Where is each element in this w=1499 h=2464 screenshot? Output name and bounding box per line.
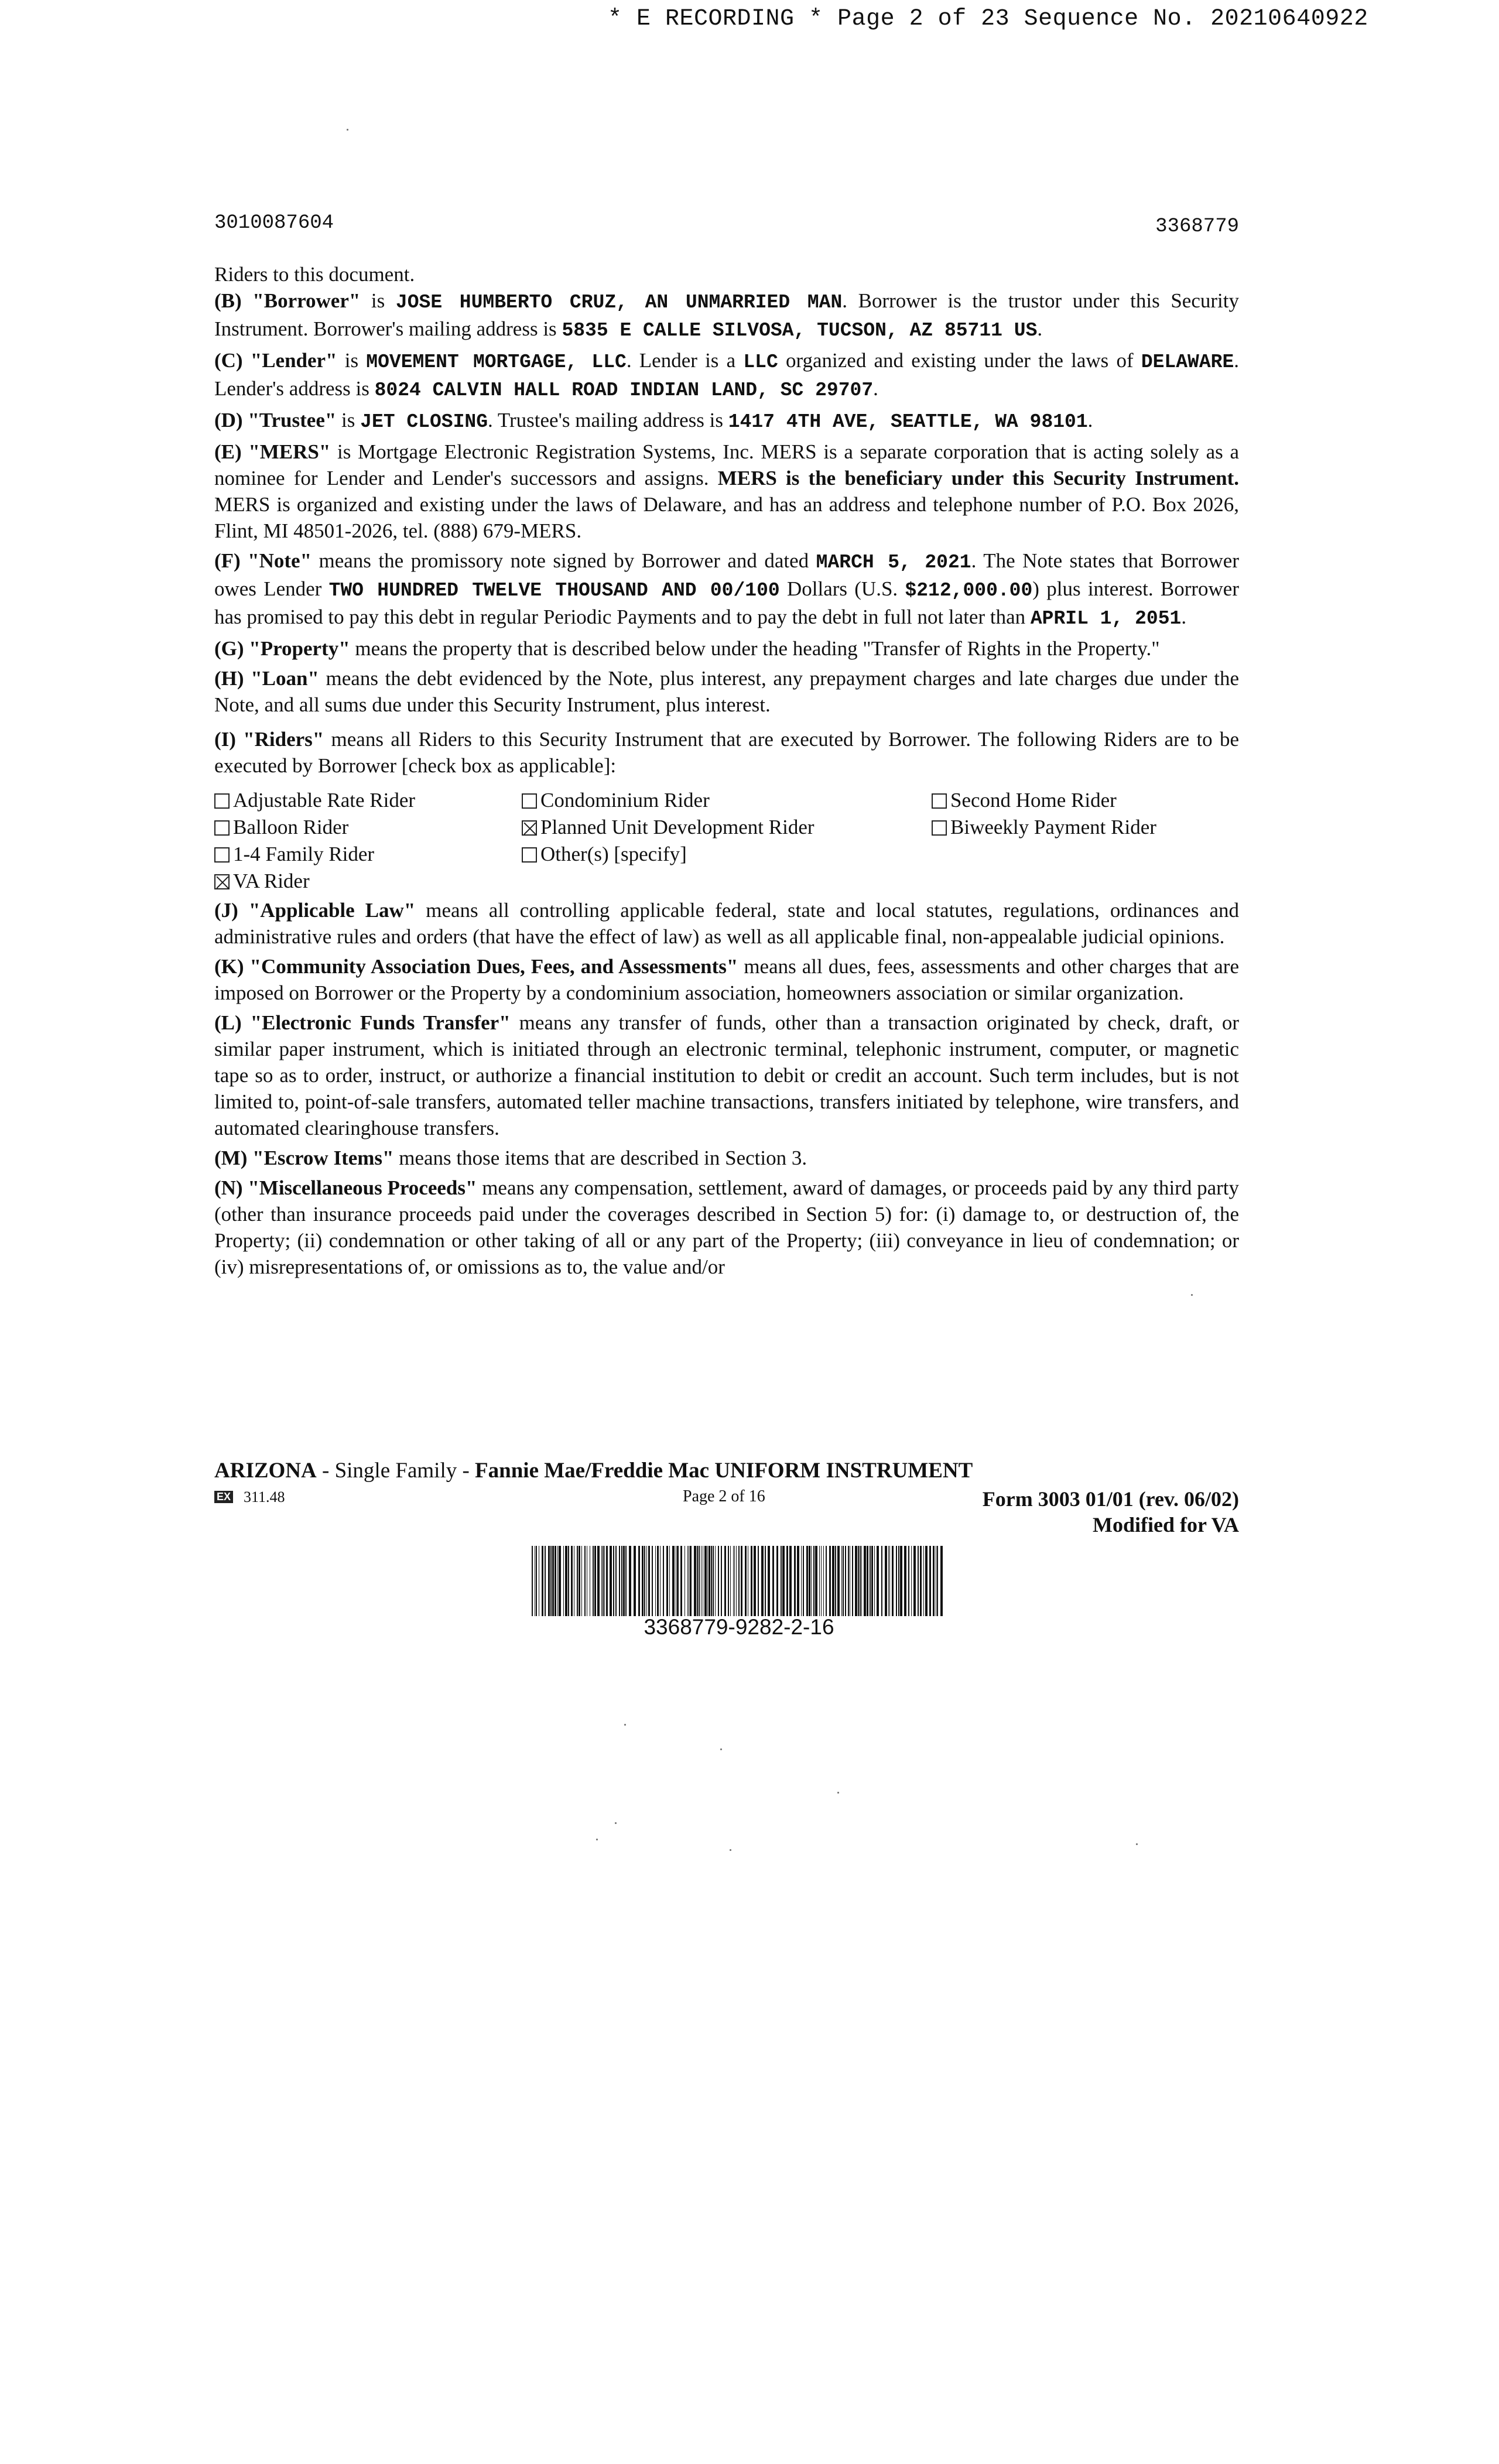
barcode-bar <box>707 1546 708 1616</box>
definition-trustee: (D) "Trustee" is JET CLOSING. Trustee's mailing address is 1417 4TH AVE, SEATTLE, WA 98101. <box>214 409 1093 433</box>
mers-beneficiary-statement: MERS is the beneficiary under this Security Instrument. <box>717 467 1239 490</box>
checkbox-icon[interactable] <box>214 793 230 809</box>
loan-amount-words: TWO HUNDRED TWELVE THOUSAND AND 00/100 <box>328 580 780 601</box>
lender-address: 8024 CALVIN HALL ROAD INDIAN LAND, SC 29707 <box>374 379 874 401</box>
barcode-bar <box>548 1546 550 1616</box>
scan-speck <box>596 1839 598 1840</box>
barcode-bar <box>694 1546 696 1616</box>
checkbox-icon[interactable] <box>214 847 230 863</box>
checkbox-icon[interactable] <box>932 820 947 836</box>
barcode-bar <box>801 1546 802 1616</box>
barcode-bar <box>889 1546 890 1616</box>
barcode-bar <box>789 1546 792 1616</box>
barcode-bar <box>552 1546 554 1616</box>
barcode-bar <box>728 1546 729 1616</box>
barcode-bar <box>604 1546 605 1616</box>
definition-lender: (C) "Lender" is MOVEMENT MORTGAGE, LLC. Lender is a LLC organized and existing under the laws of DELAWARE. Lender's address is 8024 CALVIN HALL ROAD INDIAN LAND, SC 29707. <box>214 349 1240 401</box>
barcode-bar <box>823 1546 824 1616</box>
barcode-bar <box>652 1546 653 1616</box>
barcode-bar <box>687 1546 688 1616</box>
definition-label: (C) "Lender" <box>214 349 337 372</box>
barcode-bar <box>940 1546 943 1616</box>
rider-second-home: Second Home Rider <box>932 787 1239 814</box>
barcode-bar <box>920 1546 922 1616</box>
barcode-bar <box>776 1546 778 1616</box>
barcode-bar <box>625 1546 627 1616</box>
barcode-icon <box>531 1546 947 1616</box>
rider-condominium: Condominium Rider <box>522 787 932 814</box>
modified-for-va: Modified for VA <box>1092 1513 1239 1536</box>
checked-checkbox-icon[interactable] <box>522 820 537 836</box>
lender-name: MOVEMENT MORTGAGE, LLC <box>366 351 627 373</box>
barcode-bar <box>550 1546 552 1616</box>
checkbox-icon[interactable] <box>522 793 537 809</box>
barcode-bar <box>861 1546 862 1616</box>
barcode-bar <box>736 1546 737 1616</box>
document-body <box>214 261 1239 1284</box>
barcode-bar <box>925 1546 928 1616</box>
barcode-bar <box>657 1546 659 1616</box>
note-date: MARCH 5, 2021 <box>816 552 971 573</box>
definition-label: (K) "Community Association Dues, Fees, and Assessments" <box>214 955 738 978</box>
scan-speck <box>615 1822 617 1824</box>
barcode-bar <box>532 1546 533 1616</box>
form-code: EX 311.48 <box>214 1488 285 1506</box>
barcode-bar <box>848 1546 849 1616</box>
barcode-bar <box>615 1546 617 1616</box>
barcode-bar <box>613 1546 614 1616</box>
barcode-bar <box>852 1546 853 1616</box>
barcode-bar <box>871 1546 873 1616</box>
barcode-bar <box>843 1546 844 1616</box>
barcode-bar <box>621 1546 622 1616</box>
barcode-bar <box>858 1546 859 1616</box>
checked-checkbox-icon[interactable] <box>214 874 230 889</box>
barcode-bar <box>797 1546 799 1616</box>
barcode-bar <box>892 1546 894 1616</box>
barcode-bar <box>711 1546 712 1616</box>
riders-checklist <box>214 787 1239 895</box>
barcode-bar <box>772 1546 774 1616</box>
barcode-bar <box>815 1546 817 1616</box>
barcode-bar <box>666 1546 668 1616</box>
barcode-bar <box>672 1546 675 1616</box>
barcode-bar <box>832 1546 834 1616</box>
barcode-bar <box>724 1546 726 1616</box>
barcode-bar <box>860 1546 861 1616</box>
barcode-bar <box>811 1546 812 1616</box>
maturity-date: APRIL 1, 2051 <box>1030 608 1182 629</box>
barcode-bar <box>597 1546 600 1616</box>
barcode-bar <box>734 1546 735 1616</box>
definition-property: (G) "Property" means the property that is described below under the heading "Transfer of Rights in the Property." <box>214 637 1160 660</box>
barcode-bar <box>829 1546 831 1616</box>
loan-amount: $212,000.00 <box>905 580 1033 601</box>
barcode-bar <box>918 1546 919 1616</box>
barcode-bar <box>713 1546 714 1616</box>
barcode-bar <box>718 1546 719 1616</box>
barcode-bar <box>555 1546 556 1616</box>
barcode-bar <box>751 1546 752 1616</box>
barcode-bar <box>619 1546 620 1616</box>
barcode-bar <box>638 1546 640 1616</box>
rider-1-4-family: 1-4 Family Rider <box>214 841 522 868</box>
definition-label: (L) "Electronic Funds Transfer" <box>214 1011 511 1034</box>
lender-entity-type: LLC <box>743 351 778 373</box>
barcode-bar <box>603 1546 604 1616</box>
definition-label: (H) "Loan" <box>214 667 319 690</box>
barcode-bar <box>877 1546 879 1616</box>
barcode-bar <box>782 1546 785 1616</box>
barcode-bar <box>542 1546 543 1616</box>
page-number: Page 2 of 16 <box>683 1487 765 1505</box>
barcode-number: 3368779-9282-2-16 <box>644 1615 834 1639</box>
barcode-bar <box>697 1546 698 1616</box>
definition-electronic-funds-transfer: (L) "Electronic Funds Transfer" means any transfer of funds, other than a transaction originated by check, draft, or similar paper instrument, which is initiated through an electronic terminal, telephonic instrument, computer, or magnetic tape so as to order, instruct, or authorize a financial institution to debit or credit an account. Such term includes, but is not limited to, point-of-sale transfers, automated teller machine transactions, transfers initiated by telephone, wire transfers, and automated clearinghouse transfers. <box>214 1011 1239 1139</box>
scan-speck <box>730 1849 731 1851</box>
barcode-bar <box>738 1546 740 1616</box>
definition-label: (J) "Applicable Law" <box>214 899 416 922</box>
barcode-bar <box>709 1546 710 1616</box>
barcode-bar <box>900 1546 902 1616</box>
barcode-bar <box>648 1546 650 1616</box>
definition-escrow-items: (M) "Escrow Items" means those items that are described in Section 3. <box>214 1147 807 1169</box>
barcode-bar <box>680 1546 682 1616</box>
barcode-bar <box>806 1546 808 1616</box>
barcode-bar <box>888 1546 889 1616</box>
barcode-bar <box>579 1546 580 1616</box>
barcode-bar <box>864 1546 866 1616</box>
barcode-bar <box>837 1546 840 1616</box>
barcode-bar <box>867 1546 868 1616</box>
barcode-bar <box>704 1546 707 1616</box>
barcode-bar <box>536 1546 537 1616</box>
scan-speck <box>837 1792 839 1794</box>
barcode-bar <box>568 1546 569 1616</box>
barcode-bar <box>623 1546 625 1616</box>
definition-label: (F) "Note" <box>214 549 312 572</box>
loan-number: 3010087604 <box>214 212 334 234</box>
definition-label: (G) "Property" <box>214 637 350 660</box>
barcode-bar <box>786 1546 788 1616</box>
scan-speck <box>1191 1294 1193 1296</box>
riders-continuation: Riders to this document. <box>214 263 415 286</box>
barcode-bar <box>745 1546 747 1616</box>
barcode-bar <box>904 1546 906 1616</box>
definition-riders: (I) "Riders" means all Riders to this Security Instrument that are executed by Borrower. The following Riders are to be executed by Borrower [check box as applicable]: <box>214 728 1240 777</box>
barcode-bar <box>794 1546 796 1616</box>
barcode-bar <box>730 1546 731 1616</box>
barcode-bar <box>584 1546 586 1616</box>
scan-speck <box>624 1724 626 1726</box>
checkbox-icon[interactable] <box>932 793 947 809</box>
form-number: Form 3003 01/01 (rev. 06/02) Modified for VA <box>982 1487 1239 1536</box>
trustee-address: 1417 4TH AVE, SEATTLE, WA 98101 <box>728 411 1088 433</box>
barcode-bar <box>758 1546 759 1616</box>
definition-label: (B) "Borrower" <box>214 289 361 312</box>
barcode-bar <box>733 1546 734 1616</box>
barcode-bar <box>690 1546 692 1616</box>
definition-label: (M) "Escrow Items" <box>214 1147 394 1169</box>
rider-va: VA Rider <box>214 868 522 895</box>
rider-other: Other(s) [specify] <box>522 841 932 868</box>
rider-pud: Planned Unit Development Rider <box>522 814 932 841</box>
checkbox-icon[interactable] <box>214 820 230 836</box>
barcode-bar <box>821 1546 822 1616</box>
scan-speck <box>347 129 348 131</box>
barcode-bar <box>923 1546 924 1616</box>
barcode-bar <box>644 1546 645 1616</box>
definition-label: (E) "MERS" <box>214 440 331 463</box>
definition-applicable-law: (J) "Applicable Law" means all controlling applicable federal, state and local statutes, regulations, ordinances and administrative rules and orders (that have the effect of law) as well as all applicable final, non-appealable judicial opinions. <box>214 899 1239 948</box>
barcode-bar <box>677 1546 679 1616</box>
trustee-name: JET CLOSING <box>360 411 488 433</box>
barcode-bar <box>610 1546 612 1616</box>
ellie-mae-logo-icon: EX <box>214 1491 233 1503</box>
barcode-bar <box>835 1546 836 1616</box>
barcode-bar <box>715 1546 716 1616</box>
barcode-bar <box>557 1546 558 1616</box>
barcode-bar <box>761 1546 764 1616</box>
checkbox-icon[interactable] <box>522 847 537 863</box>
barcode-bar <box>699 1546 700 1616</box>
barcode-bar <box>606 1546 608 1616</box>
barcode-bar <box>937 1546 938 1616</box>
barcode-bar <box>898 1546 899 1616</box>
rider-biweekly: Biweekly Payment Rider <box>932 814 1239 841</box>
footer-form-title: ARIZONA - Single Family - Fannie Mae/Freddie Mac UNIFORM INSTRUMENT <box>214 1459 973 1483</box>
definition-loan: (H) "Loan" means the debt evidenced by the Note, plus interest, any prepayment charges and late charges due under the Note, and all sums due under this Security Instrument, plus interest. <box>214 667 1239 716</box>
barcode-bar <box>881 1546 882 1616</box>
barcode-bar <box>563 1546 564 1616</box>
barcode-bar <box>896 1546 897 1616</box>
barcode-bar <box>642 1546 644 1616</box>
scan-speck <box>1136 1843 1138 1845</box>
definition-label: (D) "Trustee" <box>214 409 337 432</box>
definition-miscellaneous-proceeds: (N) "Miscellaneous Proceeds" means any compensation, settlement, award of damages, or proceeds paid by any third party (other than insurance proceeds paid under the coverages described in Section 5) for: (i) damage to, or destruction of, the Property; (ii) condemnation or other taking of all or any part of the Property; (iii) conveyance in lieu of condemnation; or (iv) misrepresentations of, or omissions as to, the value and/or <box>214 1176 1239 1278</box>
barcode-bar <box>813 1546 814 1616</box>
scan-speck <box>720 1748 722 1750</box>
barcode-bar <box>754 1546 756 1616</box>
barcode-bar <box>663 1546 664 1616</box>
barcode-bar <box>826 1546 827 1616</box>
barcode-bar <box>841 1546 842 1616</box>
borrower-address: 5835 E CALLE SILVOSA, TUCSON, AZ 85711 US <box>562 320 1038 341</box>
barcode-bar <box>655 1546 656 1616</box>
definition-mers: (E) "MERS" is Mortgage Electronic Registration Systems, Inc. MERS is a separate corporation that is acting solely as a nominee for Lender and Lender's successors and assigns. MERS is the beneficiary under this Security Instrument. MERS is organized and existing under the laws of Delaware, and has an address and telephone number of P.O. Box 2026, Flint, MI 48501-2026, tel. (888) 679-MERS. <box>214 440 1239 542</box>
document-number: 3368779 <box>1155 215 1239 238</box>
definition-label: (I) "Riders" <box>214 728 324 751</box>
recording-header: * E RECORDING * Page 2 of 23 Sequence No. 20210640922 <box>608 6 1368 32</box>
barcode-bar <box>809 1546 810 1616</box>
barcode-bar <box>594 1546 596 1616</box>
barcode-bar <box>646 1546 647 1616</box>
barcode-bar <box>781 1546 782 1616</box>
barcode-bar <box>545 1546 546 1616</box>
barcode-bar <box>908 1546 909 1616</box>
barcode-bar <box>803 1546 804 1616</box>
lender-state: DELAWARE <box>1141 351 1234 373</box>
barcode-bar <box>581 1546 582 1616</box>
barcode-bar <box>629 1546 631 1616</box>
barcode-bar <box>593 1546 594 1616</box>
barcode-bar <box>765 1546 766 1616</box>
barcode-bar <box>565 1546 567 1616</box>
barcode-bar <box>559 1546 561 1616</box>
barcode-bar <box>911 1546 912 1616</box>
barcode-bar <box>601 1546 602 1616</box>
definition-community-association-dues: (K) "Community Association Dues, Fees, and Assessments" means all dues, fees, assessments and other charges that are imposed on Borrower or the Property by a condominium association, homeowners association or similar organization. <box>214 955 1239 1004</box>
rider-balloon: Balloon Rider <box>214 814 522 841</box>
barcode-bar <box>933 1546 935 1616</box>
barcode-bar <box>913 1546 916 1616</box>
definition-note: (F) "Note" means the promissory note signed by Borrower and dated MARCH 5, 2021. The Note states that Borrower owes Lender TWO HUNDRED TWELVE THOUSAND AND 00/100 Dollars (U.S. $212,000.00) plus interest. Borrower has promised to pay this debt in regular Periodic Payments and to pay the debt in full not later than APRIL 1, 2051. <box>214 549 1239 629</box>
definition-label: (N) "Miscellaneous Proceeds" <box>214 1176 477 1199</box>
barcode-bar <box>885 1546 887 1616</box>
barcode-bar <box>819 1546 820 1616</box>
borrower-name: JOSE HUMBERTO CRUZ, AN UNMARRIED MAN <box>395 292 843 313</box>
barcode-bar <box>870 1546 871 1616</box>
barcode-bar <box>669 1546 670 1616</box>
barcode-bar <box>634 1546 636 1616</box>
barcode-bar <box>855 1546 857 1616</box>
barcode-bar <box>577 1546 578 1616</box>
rider-adjustable-rate: Adjustable Rate Rider <box>214 787 522 814</box>
barcode-bar <box>845 1546 846 1616</box>
definition-borrower: (B) "Borrower" is JOSE HUMBERTO CRUZ, AN UNMARRIED MAN. Borrower is the trustor under this Security Instrument. Borrower's mailing address is 5835 E CALLE SILVOSA, TUCSON, AZ 85711 US. <box>214 289 1239 341</box>
barcode-bar <box>874 1546 875 1616</box>
barcode-bar <box>571 1546 573 1616</box>
barcode-bar <box>721 1546 722 1616</box>
barcode-bar <box>929 1546 931 1616</box>
barcode-bar <box>768 1546 770 1616</box>
barcode-bar <box>741 1546 742 1616</box>
